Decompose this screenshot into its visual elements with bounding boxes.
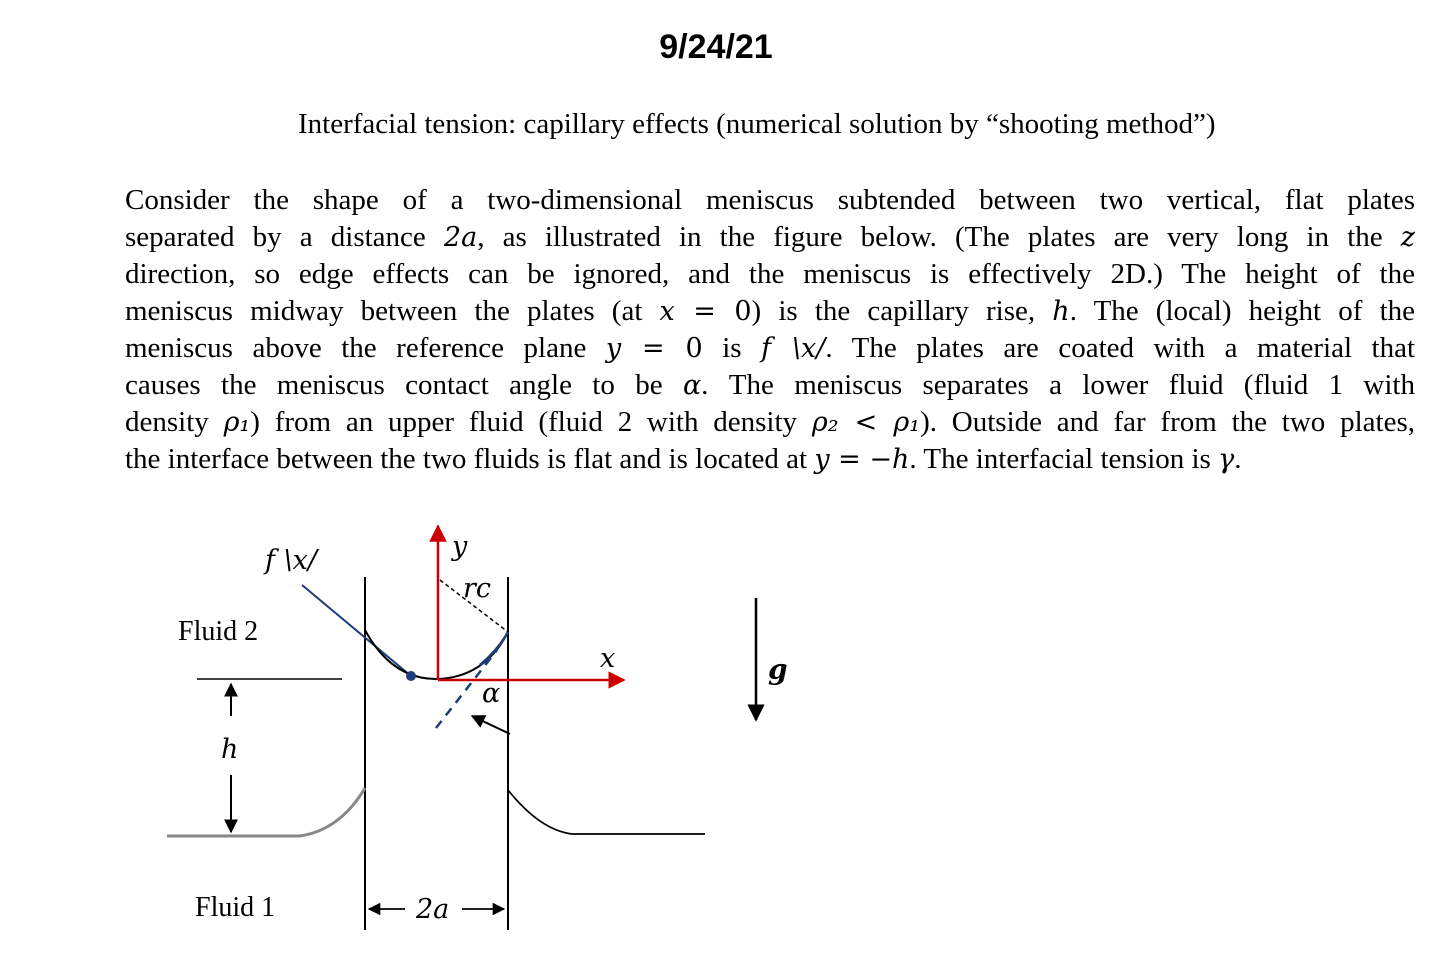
paragraph-line xyxy=(125,330,1415,367)
text-run: direction, so edge effects can be ignored, and the meniscus is effectively 2D.) The height of the xyxy=(125,258,1415,290)
text-run: ). Outside and far from the two plates, xyxy=(920,406,1415,438)
text-run: the interface between the two fluids is flat and is located at xyxy=(125,443,815,475)
text-run: Consider the shape of a two-dimensional meniscus subtended between two vertical, flat plates xyxy=(125,184,1415,216)
label-g: g xyxy=(768,653,788,686)
text-run: ) from an upper fluid (fluid 2 with density xyxy=(250,406,812,438)
label-alpha: α xyxy=(482,678,501,709)
text-run: . xyxy=(1234,443,1242,475)
text-run: separated by a distance xyxy=(125,221,444,253)
paragraph-line xyxy=(125,367,1415,404)
text-run: . The meniscus separates a lower fluid (fluid 1 with xyxy=(701,369,1415,401)
paragraph-line xyxy=(125,293,1415,330)
right-outer-interface xyxy=(508,790,705,834)
text-run: . The (local) height of the xyxy=(1069,295,1415,327)
text-run: causes the meniscus contact angle to be xyxy=(125,369,683,401)
contact-point xyxy=(406,671,416,681)
text-run: ) is the capillary rise, xyxy=(751,295,1053,327)
math-symbol: ρ₁ xyxy=(223,407,251,438)
text-run: meniscus above the reference plane xyxy=(125,332,606,364)
math-symbol: α xyxy=(682,370,702,401)
text-run: density xyxy=(125,406,224,438)
text-run: , as illustrated in the figure below. (The plates are very long in the xyxy=(477,221,1401,253)
label-2a: 2a xyxy=(416,894,450,925)
meniscus-figure xyxy=(0,500,900,950)
math-symbol: z xyxy=(1400,222,1415,253)
problem-paragraph xyxy=(125,182,1415,478)
paragraph-line xyxy=(125,219,1415,256)
math-symbol: h xyxy=(1052,296,1070,327)
math-operator: = 0 xyxy=(621,333,703,364)
page-title: Interfacial tension: capillary effects (numerical solution by “shooting method”) xyxy=(298,108,1216,140)
math-symbol: γ xyxy=(1218,444,1235,475)
label-x: x xyxy=(600,643,616,674)
text-run: . The interfacial tension is xyxy=(909,443,1219,475)
label-fluid-1: Fluid 1 xyxy=(195,892,276,923)
paragraph-line xyxy=(125,404,1415,441)
label-f-of-x: f \x/ xyxy=(265,545,317,576)
label-h: h xyxy=(221,734,239,765)
math-symbol: x xyxy=(659,296,675,327)
date-header: 9/24/21 xyxy=(659,28,773,66)
math-operator: = 0 xyxy=(674,296,752,327)
tangent-line xyxy=(302,585,411,676)
math-symbol: h xyxy=(892,444,910,475)
label-rc: rc xyxy=(463,573,492,604)
label-fluid-2: Fluid 2 xyxy=(178,616,259,647)
math-operator: = − xyxy=(829,444,892,475)
label-y: y xyxy=(452,531,468,562)
text-run: . The plates are coated with a material that xyxy=(825,332,1416,364)
text-run: meniscus midway between the plates (at xyxy=(125,295,660,327)
math-symbol: y xyxy=(814,444,830,475)
math-symbol: 2a xyxy=(443,222,478,253)
left-outer-interface xyxy=(167,788,365,836)
math-symbol: ρ₂ < ρ₁ xyxy=(811,407,921,438)
paragraph-line xyxy=(125,182,1415,219)
alpha-arrow xyxy=(472,716,510,734)
paragraph-line xyxy=(125,256,1415,293)
math-symbol: f \x/ xyxy=(761,333,826,364)
text-run: is xyxy=(702,332,762,364)
paragraph-line xyxy=(125,441,1415,478)
meniscus-curve-right-accent xyxy=(480,632,508,665)
math-symbol: y xyxy=(605,333,622,364)
